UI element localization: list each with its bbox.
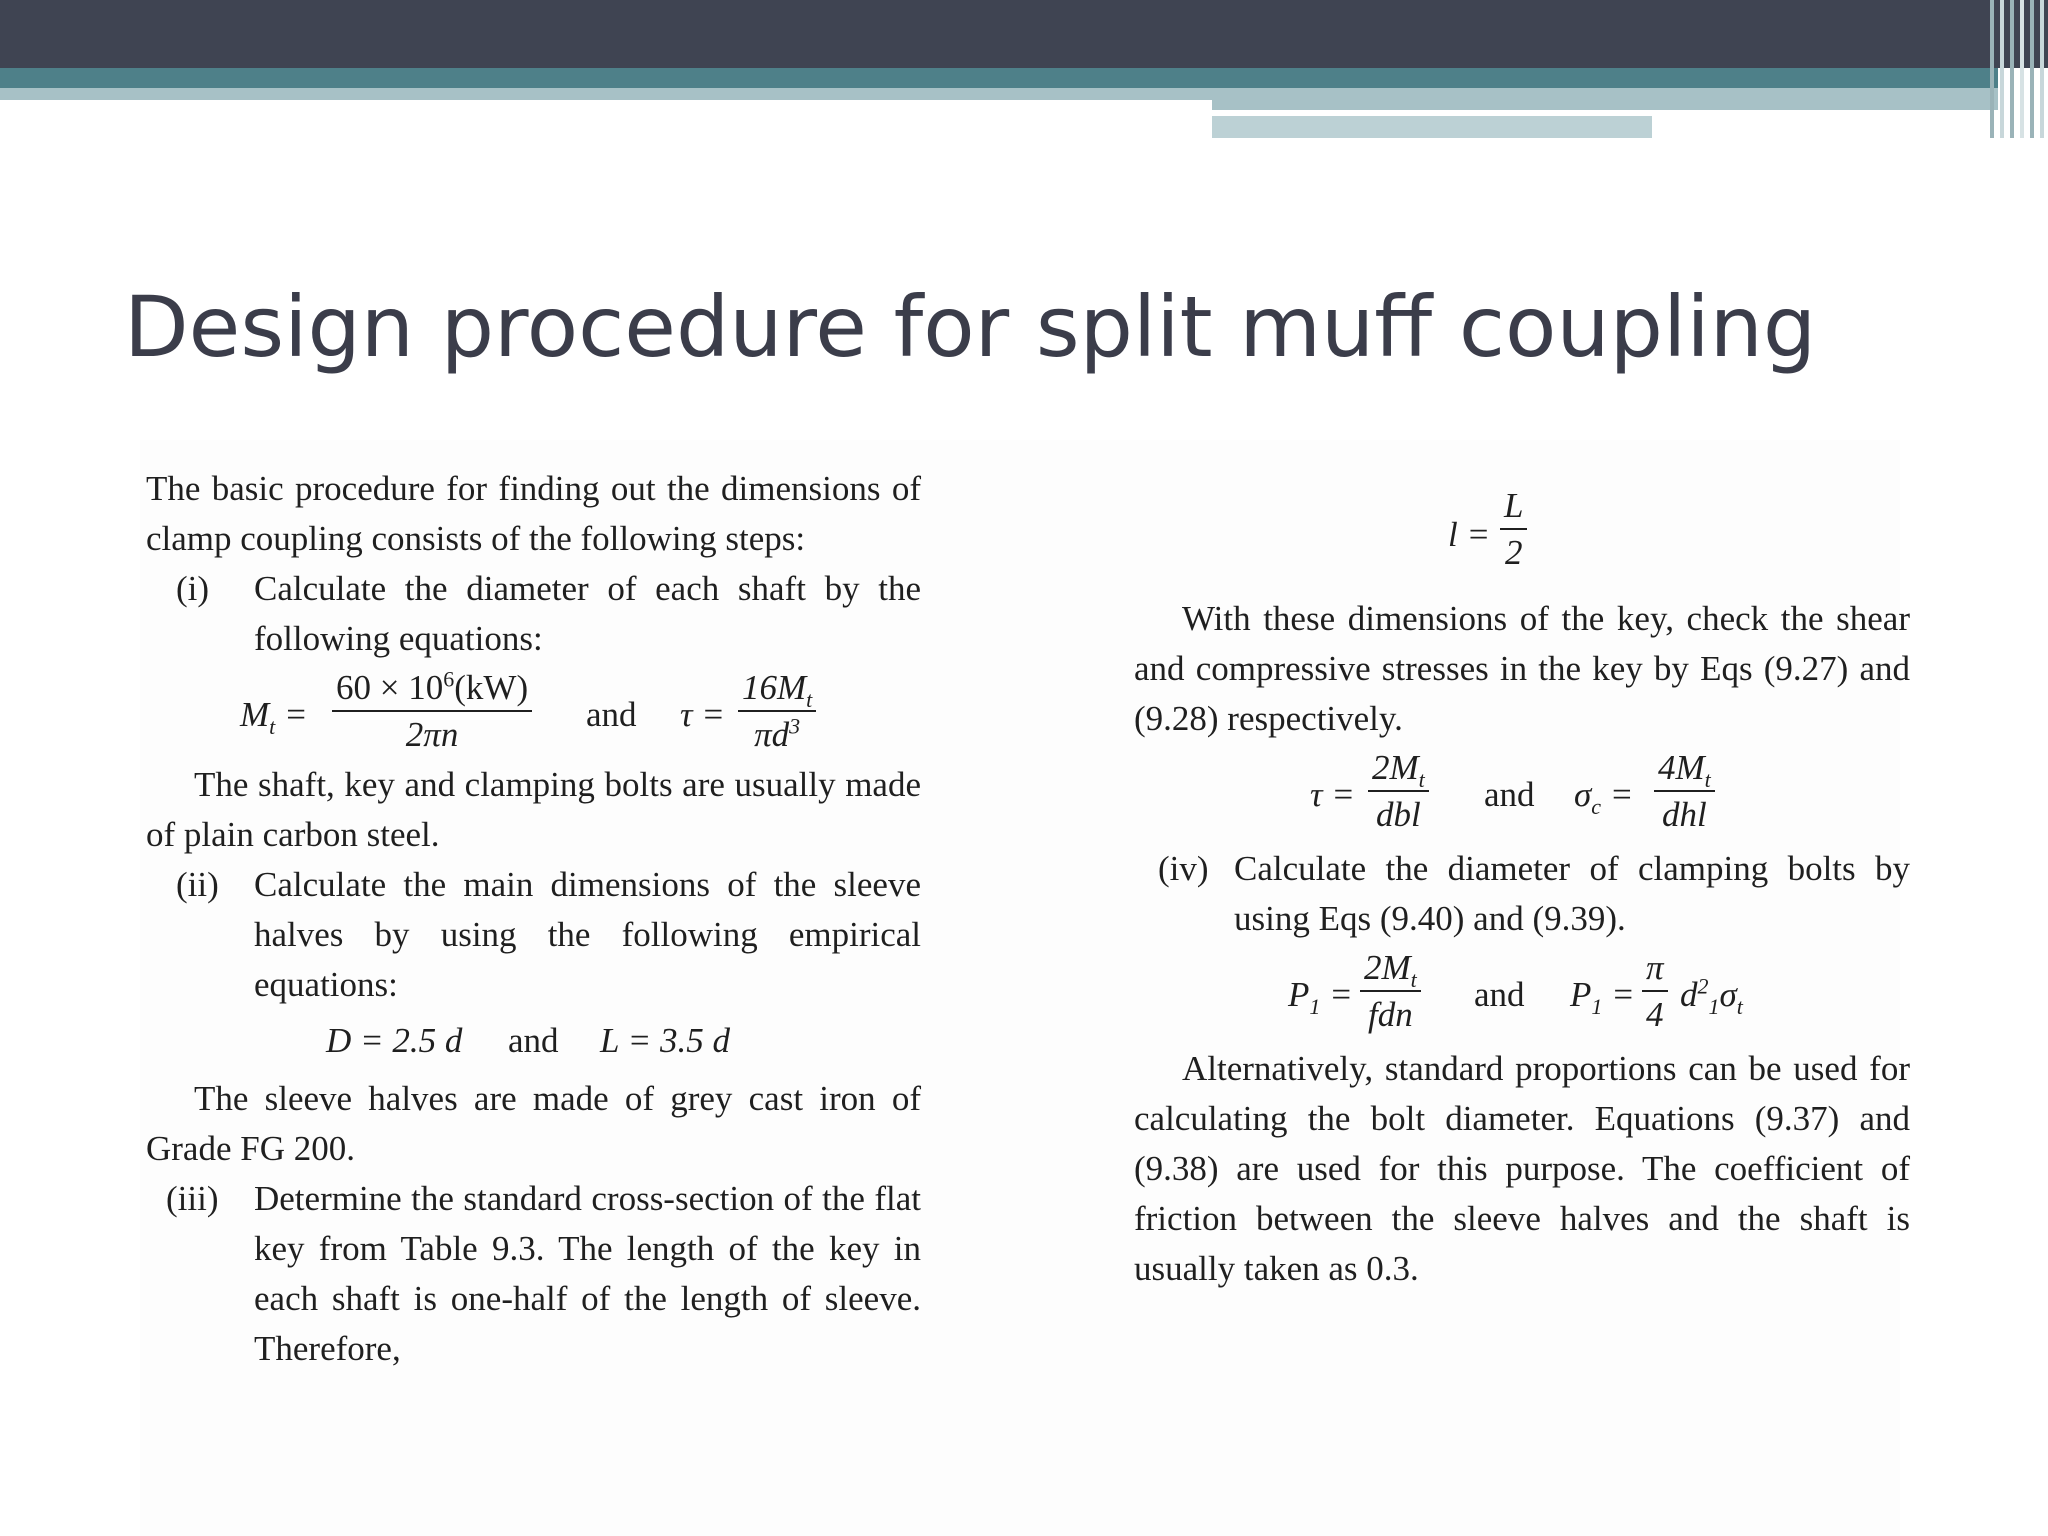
header-stripe [2000, 0, 2004, 138]
left-column [146, 464, 921, 1374]
and-label: and [1484, 775, 1535, 814]
step-4-number: (iv) [1158, 849, 1209, 888]
step-1-number: (i) [176, 569, 210, 608]
key-length-symbol: l = [1448, 515, 1491, 554]
slide-title: Design procedure for split muff coupling [124, 278, 1817, 376]
torque-symbol: $M_t$ = [240, 695, 308, 739]
key-stress-equations [1134, 744, 1910, 844]
and-label: and [586, 695, 637, 734]
header-white-line [1212, 110, 1898, 116]
shear-stress-fraction: $\frac{16M_t}{\pi d^3}$ [738, 666, 816, 758]
header-stripe [1990, 0, 1994, 138]
step-2-text: Calculate the main dimensions of the sleeve halves by using the following empirical equations: [254, 865, 921, 1004]
material-paragraph: The shaft, key and clamping bolts are usually made of plain carbon steel. [146, 765, 921, 854]
header-white-line-lower [1652, 130, 1998, 136]
step-4 [1134, 844, 1910, 944]
header-band-right [1212, 88, 1998, 110]
bolt-equations [1134, 944, 1910, 1044]
sleeve-equations [146, 1010, 921, 1074]
compressive-stress-symbol: $\sigma_c$ = [1574, 775, 1634, 819]
header-band-teal [0, 68, 1998, 88]
header-stripe [2020, 0, 2024, 138]
sleeve-diameter-eq: D = 2.5 d [326, 1021, 463, 1060]
key-length-fraction: $\frac{L}{2}$ [1500, 484, 1527, 576]
step-3 [146, 1174, 921, 1374]
header-band-dark [0, 0, 2048, 68]
right-column [1134, 484, 1910, 1294]
key-shear-symbol: τ = [1310, 775, 1355, 814]
bolt-force-symbol: $P_1$ = [1288, 975, 1353, 1019]
and-label: and [1474, 975, 1525, 1014]
step-2 [146, 860, 921, 1010]
key-shear-fraction: $2M_t$ dbl [1368, 746, 1429, 838]
compressive-stress-fraction: $4M_t$ dhl [1654, 746, 1715, 838]
bolt-force-symbol-2: $P_1$ = [1570, 975, 1635, 1019]
shaft-equations [146, 664, 921, 764]
header-stripe [2010, 0, 2014, 138]
bolt-area-term: $d^2_1\sigma_t$ [1680, 973, 1743, 1019]
step-3-text: Determine the standard cross-section of the flat key from Table 9.3. The length of the key in each shaft is one-half of the length of sleeve. Therefore, [254, 1179, 921, 1368]
step-4-text: Calculate the diameter of clamping bolts by using Eqs (9.40) and (9.39). [1234, 849, 1910, 938]
shear-stress-symbol: τ = [680, 695, 725, 734]
step-3-number: (iii) [166, 1179, 219, 1218]
check-paragraph: With these dimensions of the key, check the shear and compressive stresses in the key by Eqs (9.27) and (9.28) respectively. [1134, 599, 1910, 738]
intro-paragraph: The basic procedure for finding out the dimensions of clamp coupling consists of the following steps: [146, 469, 921, 558]
alternative-paragraph: Alternatively, standard proportions can be used for calculating the bolt diameter. Equations (9.37) and (9.38) are used for this purpose. The coefficient of friction between the sleeve halves and the shaft is usually taken as 0.3. [1134, 1049, 1910, 1288]
step-2-number: (ii) [176, 865, 219, 904]
bolt-force-fraction: $2M_t$ fdn [1360, 946, 1421, 1038]
torque-fraction: $\frac{60 \times 10^6(kW)}{2\pi n}$ [332, 666, 532, 758]
sleeve-paragraph: The sleeve halves are made of grey cast iron of Grade FG 200. [146, 1079, 921, 1168]
pi-over-four-fraction: $\frac{\pi}{4}$ [1642, 946, 1668, 1038]
header-band-pale [0, 88, 1212, 100]
sleeve-length-eq: L = 3.5 d [600, 1021, 730, 1060]
header-stripe [2040, 0, 2044, 138]
header-stripe [2030, 0, 2034, 138]
step-1-text: Calculate the diameter of each shaft by the following equations: [254, 569, 921, 658]
and-label: and [508, 1021, 559, 1060]
key-length-equation [1134, 484, 1910, 594]
step-1 [146, 564, 921, 664]
